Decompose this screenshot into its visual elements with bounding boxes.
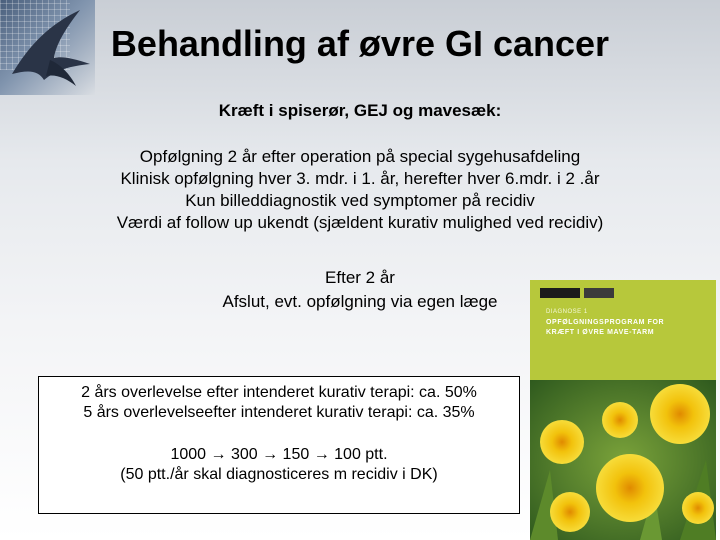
slide-subtitle: Kræft i spiserør, GEJ og mavesæk: (218, 101, 502, 120)
plan-line: Klinisk opfølgning hver 3. mdr. i 1. år, herefter hver 6.mdr. i 2 .år (120, 169, 600, 188)
booklet-title: OPFØLGNINGSPROGRAM FOR KRÆFT I ØVRE MAVE-TARM (546, 319, 665, 336)
patient-flow-line: 1000 → 300 → 150 → 100 ptt. (170, 446, 388, 463)
plan-line: Opfølgning 2 år efter operation på special sygehusafdeling (139, 147, 581, 166)
booklet-cover-image (530, 280, 716, 540)
booklet-tag: DIAGNOSE 1 (546, 309, 588, 315)
followup-plan (0, 146, 720, 234)
after-line: Afslut, evt. opfølgning via egen læge (222, 292, 498, 311)
booklet-header (530, 280, 716, 380)
publisher-logo (540, 288, 580, 298)
patient-flow-line: (50 ptt./år skal diagnosticeres m recidiv i DK) (120, 466, 438, 483)
after-line: Efter 2 år (325, 268, 395, 287)
after-two-years (150, 266, 570, 314)
publisher-logo-secondary (584, 288, 614, 298)
slide-title: Behandling af øvre GI cancer (110, 23, 610, 64)
survival-line: 2 års overlevelse efter intenderet kurativ terapi: ca. 50% (81, 384, 477, 401)
dandelion-photo (530, 380, 716, 540)
plan-line: Kun billeddiagnostik ved symptomer på recidiv (185, 191, 535, 210)
plan-line: Værdi af follow up ukendt (sjældent kurativ mulighed ved recidiv) (116, 213, 604, 232)
survival-box (38, 376, 520, 514)
survival-line: 5 års overlevelseefter intenderet kurativ terapi: ca. 35% (83, 404, 475, 421)
